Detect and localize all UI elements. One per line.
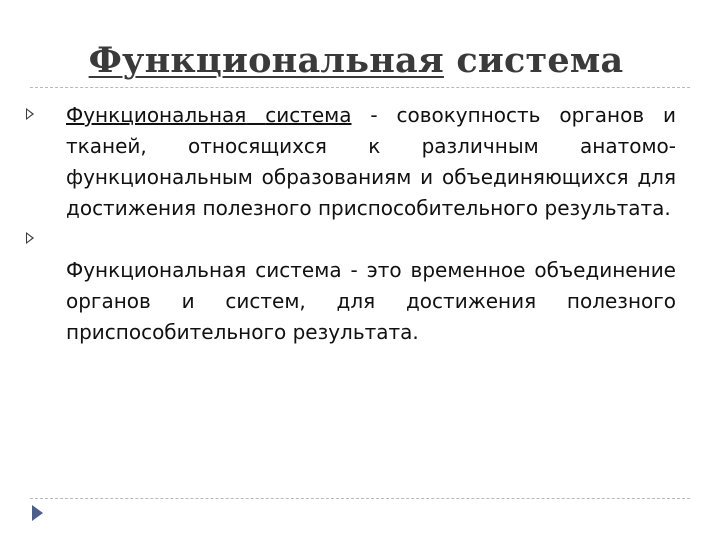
top-divider xyxy=(30,87,690,88)
bullet-item-empty xyxy=(26,224,676,255)
slide-title xyxy=(0,40,712,81)
triangle-nav-icon xyxy=(32,505,43,521)
slide-title-part1: Функциональная xyxy=(88,40,444,81)
bottom-divider xyxy=(30,498,690,499)
bullet-text-2: - это временное объединение органов и систем, для достижения полезного приспособительного результата. xyxy=(66,258,676,344)
bullet-term-2: Функциональная система xyxy=(66,258,342,282)
triangle-bullet-icon xyxy=(26,232,34,244)
bullet-term-1 xyxy=(66,103,352,127)
bullet-text-1: совокупность органов и тканей, относящихся к различным анатомо-функциональным образованиям и объединяющихся для достижения полезного приспособительного результата. xyxy=(66,103,676,220)
bullet-list xyxy=(26,100,676,348)
triangle-bullet-icon xyxy=(26,108,34,120)
bullet-item-definition-1 xyxy=(26,100,676,224)
slide-title-part2: система xyxy=(456,40,624,81)
bullet-term-1-part2: система xyxy=(265,103,352,127)
bullet-item-definition-2 xyxy=(26,255,676,348)
bullet-term-1-part1: Функциональная xyxy=(66,103,247,127)
bullet-separator-1: - xyxy=(351,103,397,127)
